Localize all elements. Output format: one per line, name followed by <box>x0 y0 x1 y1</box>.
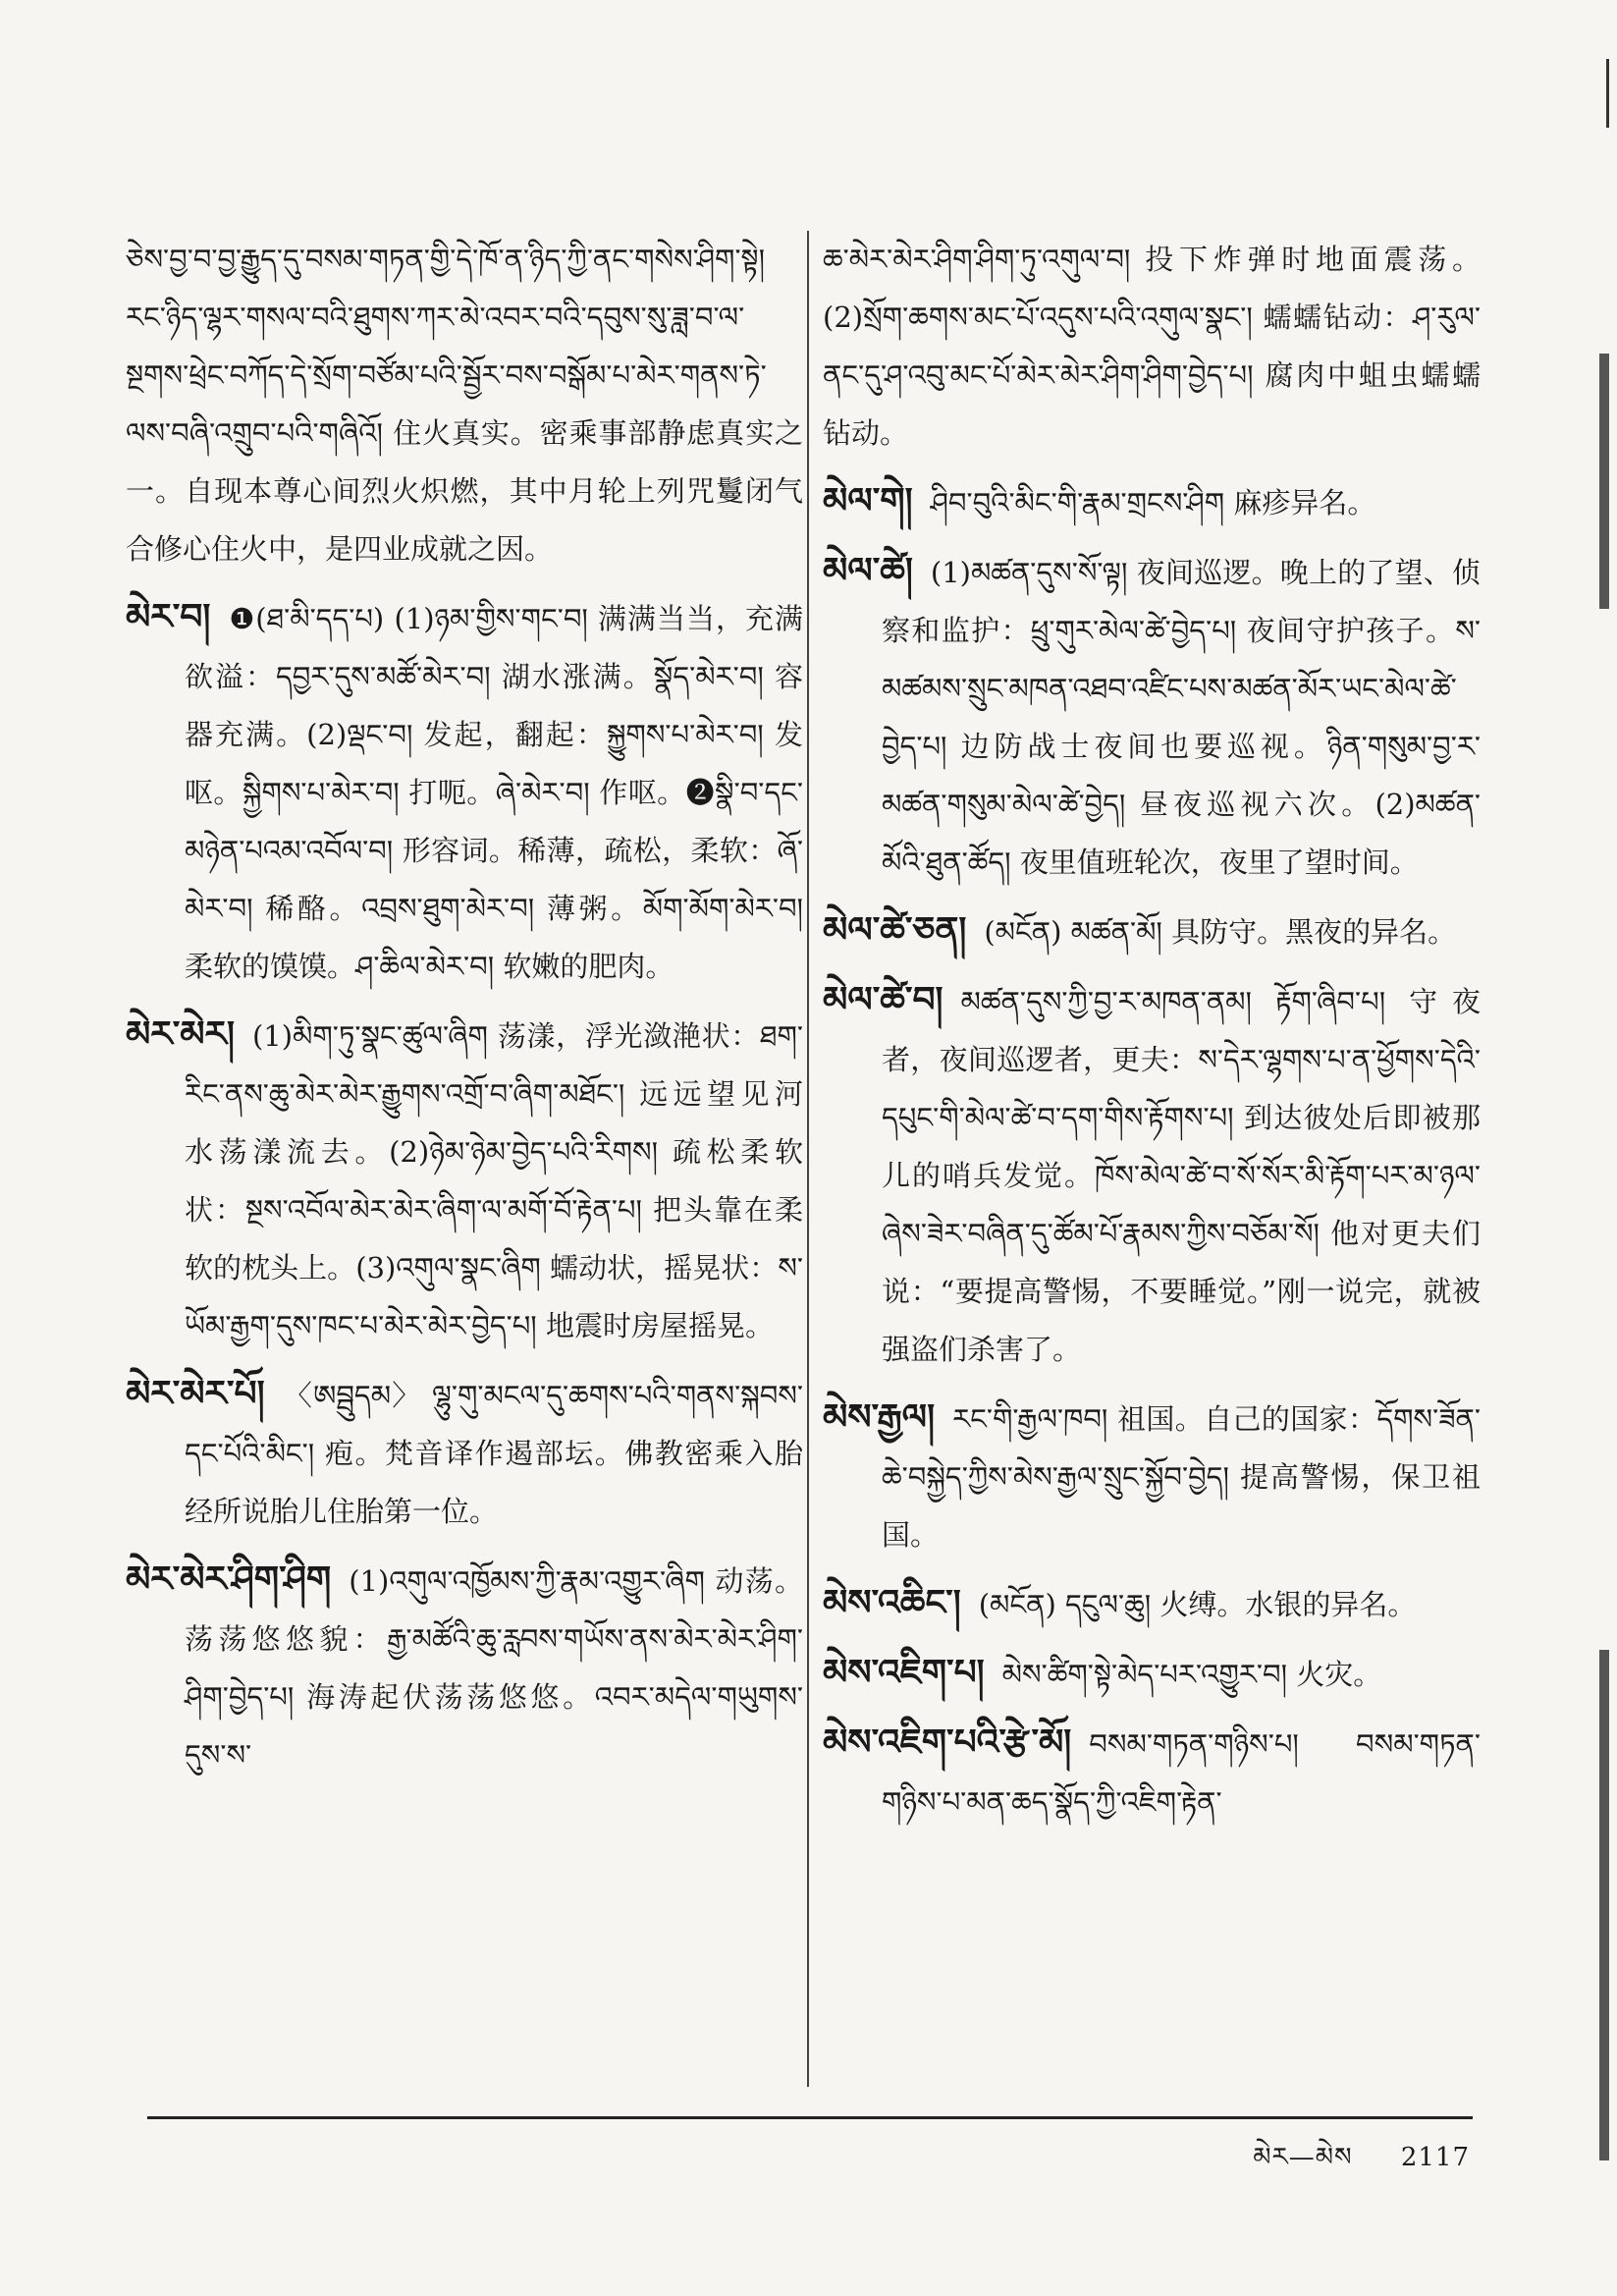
entry-text: (མངོན) དངུལ་ཆུ། 火缚。水银的异名。 <box>978 1588 1417 1621</box>
entry-text: ཤིབ་བུའི་མིང་གི་རྣམ་གྲངས་ཤིག 麻疹异名。 <box>930 486 1376 519</box>
column-divider <box>807 231 809 2087</box>
entry-mel-tshe-can <box>823 902 1481 961</box>
entry-text: མཚན་དུས་ཀྱི་བྱ་ར་མཁན་ནམ། རྟོག་ཞིབ་པ། 守夜者，夜间巡逻者，更夫：ས་དེར་ལྷགས་པ་ན་ཕྱོགས་དེའི་དཔུང་གི་མེལ་ཚེ་བ་དག་གིས་རྟོགས་པ། 到达彼处后即被那儿的哨兵发觉。ཁོས་མེལ་ཚེ་བ་སོ་སོར་མི་རྟོག་པར་མ་ཉལ་ཞེས་ཟེར་བཞིན་དུ་ཚོམ་པོ་རྣམས་ཀྱིས་བཅོམ་སོ། 他对更夫们说：“要提高警惕，不要睡觉。”刚一说完，就被强盗们杀害了。 <box>882 985 1481 1366</box>
entry-text: ཅེས་བྱ་བ་བྱ་རྒྱུད་དུ་བསམ་གཏན་གྱི་དེ་ཁོ་ན་ཉིད་ཀྱི་ནང་གསེས་ཤིག་སྟེ། རང་ཉིད་ལྷར་གསལ་བའི་ཐུགས་ཀར་མེ་འབར་བའི་དབུས་སུ་ཟླ་བ་ལ་སྔགས་ཕྲེང་བཀོད་དེ་སྲོག་བཙོམ་པའི་སྦྱོར་བས་བསྒོམ་པ་མེར་གནས་ཏེ་ལས་བཞི་འགྲུབ་པའི་གཞིའོ། 住火真实。密乘事部静虑真实之一。自现本尊心间烈火炽燃，其中月轮上列咒鬘闭气合修心住火中，是四业成就之因。 <box>126 243 803 566</box>
entry-text: (1)མིག་ཏུ་སྣང་ཚུལ་ཞིག 荡漾，浮光潋滟状：ཐག་རིང་ནས་ཆུ་མེར་མེར་རྒྱུགས་འགྲོ་བ་ཞིག་མཐོང་། 远远望见河水荡漾流去。(2)ཉེམ་ཉེམ་བྱེད་པའི་རིགས། 疏松柔软状：སྔས་འབོལ་མེར་མེར་ཞིག་ལ་མགོ་བོ་རྟེན་པ། 把头靠在柔软的枕头上。(3)འགུལ་སྣང་ཞིག 蠕动状，摇晃状：ས་ཡོམ་རྒྱག་དུས་ཁང་པ་མེར་མེར་བྱེད་པ། 地震时房屋摇晃。 <box>185 1019 803 1342</box>
entry-text: ཆ་མེར་མེར་ཤིག་ཤིག་ཏུ་འགུལ་བ། 投下炸弹时地面震荡。(2)སྲོག་ཆགས་མང་པོ་འདུས་པའི་འགུལ་སྣང་། 蠕蠕钻动：ཤ་རུལ་ནང་དུ་ཤ་འབུ་མང་པོ་མེར་མེར་ཤིག་ཤིག་བྱེད་པ། 腐肉中蛆虫蠕蠕钻动。 <box>823 243 1481 450</box>
entry-text: ❶(ཐ་མི་དད་པ) (1)ཉམ་གྱིས་གང་བ། 满满当当，充满欲溢：དབྱར་དུས་མཚོ་མེར་བ། 湖水涨满。སྣོད་མེར་བ། 容器充满。(2)ལྡང་བ། 发起，翻起：སྐྱུགས་པ་མེར་བ། 发呕。སྐྱིགས་པ་མེར་བ། 打呃。ཞེ་མེར་བ། 作呕。❷སྣི་བ་དང་མཉེན་པའམ་འབོལ་བ། 形容词。稀薄，疏松，柔软：ཞོ་མེར་བ། 稀酪。འབྲས་ཐུག་མེར་བ། 薄粥。མོག་མོག་མེར་བ། 柔软的馍馍。ཤ་ཆིལ་མེར་བ། 软嫩的肥肉。 <box>185 602 803 983</box>
headword: མེར་མེར། <box>126 1013 235 1055</box>
headword: མེལ་གེ། <box>823 480 913 521</box>
entry-mes-aching <box>823 1574 1481 1634</box>
entry-body <box>823 542 1481 892</box>
right-column <box>823 231 1481 1841</box>
entry-body <box>126 1006 803 1355</box>
headword: མེར་མེར་པོ། <box>126 1373 265 1414</box>
entry-text: རང་གི་རྒྱལ་ཁབ། 祖国。自己的国家：དོགས་ཟོན་ཆེ་བསྐྱེད་ཀྱིས་མེས་རྒྱལ་སྲུང་སྐྱོབ་བྱེད། 提高警惕，保卫祖国。 <box>882 1402 1481 1552</box>
entry-mel-tshe <box>823 542 1481 892</box>
entry-body <box>126 588 803 996</box>
page-footer <box>1253 2129 1470 2201</box>
crop-marks <box>1570 59 1609 2278</box>
entry-body <box>823 902 1481 961</box>
entry-mer-mer <box>126 1006 803 1355</box>
entry-mes-ajig-pa <box>823 1644 1481 1704</box>
entry-continuation <box>823 231 1481 463</box>
headword: མེར་བ། <box>126 596 211 637</box>
entry-mes-ajig-pai-rtse-mo <box>823 1714 1481 1831</box>
entry-body <box>823 1389 1481 1564</box>
headword-range: མེར—མེས <box>1253 2143 1353 2172</box>
entry-body <box>126 1551 803 1784</box>
entry-text: (1)མཚན་དུས་སོ་ལྟ། 夜间巡逻。晚上的了望、侦察和监护：ཕྲུ་གུར་མེལ་ཚེ་བྱེད་པ། 夜间守护孩子。ས་མཚམས་སྲུང་མཁན་འཐབ་འཛིང་པས་མཚན་མོར་ཡང་མེལ་ཚེ་བྱེད་པ། 边防战士夜间也要巡视。ཉིན་གསུམ་བྱ་ར་མཚན་གསུམ་མེལ་ཚེ་བྱེད། 昼夜巡视六次。(2)མཚན་མོའི་ཐུན་ཚོད། 夜里值班轮次，夜里了望时间。 <box>882 556 1481 879</box>
entry-continuation <box>126 231 803 578</box>
page-number: 2117 <box>1400 2143 1470 2172</box>
entry-mer-ba <box>126 588 803 996</box>
headword: མེས་འཆིང་། <box>823 1582 961 1623</box>
entry-text: 〈ཨབྦུདམ〉 ལྷུ་གུ་མངལ་དུ་ཆགས་པའི་གནས་སྐབས་དང་པོའི་མིང་། 疱。梵音译作遏部坛。佛教密乘入胎经所说胎儿住胎第一位。 <box>185 1379 803 1528</box>
entry-text: མེས་ཚིག་སྟེ་མེད་པར་འགྱུར་བ། 火灾。 <box>1001 1658 1382 1691</box>
headword: མེར་མེར་ཤིག་ཤིག <box>126 1558 332 1600</box>
left-column <box>126 231 803 1794</box>
headword: མེས་རྒྱལ། <box>823 1396 936 1438</box>
entry-body <box>823 971 1481 1379</box>
headword: མེས་འཇིག་པ། <box>823 1652 985 1693</box>
entry-mer-mer-po <box>126 1365 803 1541</box>
entry-mer-mer-shig-shig <box>126 1551 803 1784</box>
entry-body <box>823 1574 1481 1634</box>
headword: མེལ་ཚེ་བ། <box>823 979 943 1020</box>
entry-body <box>823 1644 1481 1704</box>
headword: མེལ་ཚེ། <box>823 550 913 591</box>
entry-text: (1)འགུལ་འཁྱོམས་ཀྱི་རྣམ་འགྱུར་ཞིག 动荡。荡荡悠悠貌：རྒྱ་མཚོའི་ཆུ་རླབས་གཡོས་ནས་མེར་མེར་ཤིག་ཤིག་བྱེད་པ། 海涛起伏荡荡悠悠。འབར་མདེལ་གཡུགས་དུས་ས་ <box>185 1564 803 1772</box>
entry-body <box>823 472 1481 532</box>
entry-text: (མངོན) མཚན་མོ། 具防守。黑夜的异名。 <box>984 915 1457 949</box>
entry-mel-ge <box>823 472 1481 532</box>
entry-mes-rgyal <box>823 1389 1481 1564</box>
entry-body <box>126 1365 803 1541</box>
entry-text: བསམ་གཏན་གཉིས་པ། བསམ་གཏན་གཉིས་པ་མན་ཆད་སྣོད་ཀྱི་འཇིག་རྟེན་ <box>882 1727 1481 1819</box>
entry-mel-tshe-ba <box>823 971 1481 1379</box>
entry-body <box>823 1714 1481 1831</box>
headword: མེལ་ཚེ་ཅན། <box>823 909 967 951</box>
footer-rule <box>147 2116 1473 2119</box>
headword: མེས་འཇིག་པའི་རྩེ་མོ། <box>823 1722 1072 1763</box>
